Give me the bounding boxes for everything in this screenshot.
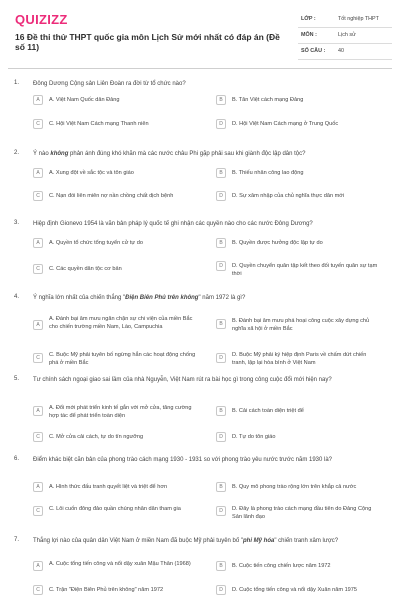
option-text: A. Cuộc tổng tiến công và nổi dậy xuân Mậu Thân (1968) bbox=[49, 561, 191, 567]
option-letter: A bbox=[33, 320, 43, 330]
header-divider bbox=[8, 68, 392, 69]
option-text: D. Đây là phong trào cách mạng đầu tiên do Đảng Cộng Sản lãnh đạo bbox=[232, 506, 372, 520]
option-letter: D bbox=[216, 191, 226, 201]
option-text: C. Các quyền dân tộc cơ bản bbox=[49, 266, 122, 272]
option-letter: A bbox=[33, 238, 43, 248]
question-text bbox=[33, 150, 388, 158]
question-text-emphasis: phi Mỹ hóa bbox=[243, 538, 275, 544]
question-text-before: Ý nghĩa lớn nhất của chiến thắng " bbox=[33, 295, 126, 301]
question-text-after: " năm 1972 là gì? bbox=[198, 295, 246, 301]
question-text-after: " chiến tranh xâm lược? bbox=[274, 538, 339, 544]
question-text: Điểm khác biệt căn bản của phong trào cách mạng 1930 - 1931 so với phong trào yêu nước trước năm 1930 là? bbox=[33, 457, 333, 463]
option-text: A. Việt Nam Quốc dân Đảng bbox=[49, 97, 120, 103]
option-text: D. Buộc Mỹ phải ký hiệp định Paris về chấm dứt chiến tranh, lập lại hòa bình ở Việt Nam bbox=[232, 352, 367, 366]
option-letter: D bbox=[216, 506, 226, 516]
option-letter: A bbox=[33, 95, 43, 105]
worksheet-header bbox=[0, 0, 400, 70]
option-letter: B bbox=[216, 561, 226, 571]
option-text: A. Xung đột về sắc tộc và tôn giáo bbox=[49, 170, 134, 176]
option-text: B. Tân Việt cách mạng Đảng bbox=[232, 97, 304, 103]
option-text: D. Cuộc tổng tiến công và nổi dậy Xuân năm 1975 bbox=[232, 587, 358, 593]
question-number: 7. bbox=[14, 537, 20, 543]
option-letter: A bbox=[33, 561, 43, 571]
option-letter: B bbox=[216, 406, 226, 416]
option-text: A. Đổi mới phát triển kinh tế gắn với mở cửa, tăng cường hợp tác để phát triển toàn diện bbox=[49, 405, 192, 419]
meta-row-count bbox=[298, 44, 392, 60]
question-text-emphasis: không bbox=[50, 151, 69, 157]
option-text: C. Buộc Mỹ phải tuyên bố ngừng hẳn các hoạt động chống phá ở miền Bắc bbox=[49, 352, 196, 366]
question-number: 5. bbox=[14, 376, 20, 382]
option-text: D. Quyền chuyển quân tập kết theo đối tuyến quân sự tạm thời bbox=[232, 263, 378, 277]
option-text: A. Đánh bại âm mưu ngăn chặn sự chi viện của miền Bắc cho chiến trường miền Nam, Lào, Campuchia bbox=[49, 316, 193, 330]
option-text: C. Hội Việt Nam Cách mạng Thanh niên bbox=[49, 121, 149, 127]
option-letter: D bbox=[216, 353, 226, 363]
option-text: A. Hình thức đấu tranh quyết liệt và triệt để hơn bbox=[49, 484, 168, 490]
question-text: Đông Dương Cộng sản Liên Đoàn ra đời từ tổ chức nào? bbox=[33, 81, 186, 87]
meta-key: MÔN : bbox=[301, 32, 317, 38]
option-text: B. Đánh bại âm mưu phá hoại công cuộc xây dựng chủ nghĩa xã hội ở miền Bắc bbox=[232, 318, 370, 332]
option-letter: C bbox=[33, 191, 43, 201]
option-letter: D bbox=[216, 432, 226, 442]
option-text: D. Hội Việt Nam Cách mạng ở Trung Quốc bbox=[232, 121, 339, 127]
option-letter: C bbox=[33, 264, 43, 274]
meta-row-class bbox=[298, 12, 392, 28]
question-number: 3. bbox=[14, 220, 20, 226]
question-number: 2. bbox=[14, 150, 20, 156]
option-text: C. Lôi cuốn đông đảo quần chúng nhân dân tham gia bbox=[49, 506, 181, 512]
question-number: 6. bbox=[14, 456, 20, 462]
option-letter: A bbox=[33, 168, 43, 178]
option-letter: C bbox=[33, 506, 43, 516]
question-number: 1. bbox=[14, 80, 20, 86]
option-text: B. Quy mô phong trào rộng lớn trên khắp cả nước bbox=[232, 484, 357, 490]
option-letter: B bbox=[216, 95, 226, 105]
option-text: C. Nạn đói liên miên nợ nần chồng chất dịch bệnh bbox=[49, 193, 174, 199]
option-letter: B bbox=[216, 319, 226, 329]
option-letter: D bbox=[216, 261, 226, 271]
option-text: D. Sự xâm nhập của chủ nghĩa thực dân mới bbox=[232, 193, 345, 199]
option-letter: B bbox=[216, 238, 226, 248]
question-text-emphasis: Điện Biên Phủ trên không bbox=[125, 295, 199, 301]
meta-table bbox=[298, 12, 392, 60]
page-title: 16 Đề thi thử THPT quốc gia môn Lịch Sử mới nhất có đáp án (Đề số 11) bbox=[15, 32, 280, 52]
option-letter: A bbox=[33, 406, 43, 416]
meta-value: Tốt nghiệp THPT bbox=[338, 16, 379, 22]
option-text: C. Trận "Điện Biên Phủ trên không" năm 1972 bbox=[49, 587, 164, 593]
option-letter: C bbox=[33, 432, 43, 442]
option-letter: C bbox=[33, 119, 43, 129]
question-text: Tư chính sách ngoại giao sai lầm của nhà Nguyễn, Việt Nam rút ra bài học gì trong công cuộc đổi mới hiện nay? bbox=[33, 377, 332, 383]
option-text: B. Cải cách toàn diện triệt để bbox=[232, 408, 304, 414]
option-letter: A bbox=[33, 482, 43, 492]
option-letter: B bbox=[216, 168, 226, 178]
question-text bbox=[33, 537, 388, 545]
meta-key: LỚP : bbox=[301, 16, 316, 22]
option-text: C. Mở cửa cải cách, tự do tín ngưỡng bbox=[49, 434, 144, 440]
option-letter: C bbox=[33, 353, 43, 363]
option-text: A. Quyền tổ chức tổng tuyển cử tự do bbox=[49, 240, 143, 246]
quizizz-logo: QUIZIZZ bbox=[15, 12, 68, 27]
meta-key: SỐ CÂU : bbox=[301, 48, 326, 54]
option-text: D. Tự do tôn giáo bbox=[232, 434, 276, 440]
option-text: B. Quyền được hưởng độc lập tự do bbox=[232, 240, 323, 246]
option-letter: D bbox=[216, 585, 226, 595]
question-text-after: phản ánh đúng khó khăn mà các nước châu Phi gặp phải sau khi giành độc lập dân tộc? bbox=[68, 151, 306, 157]
question-text-before: Ý nào bbox=[33, 151, 51, 157]
meta-value: 40 bbox=[338, 48, 344, 54]
option-letter: C bbox=[33, 585, 43, 595]
question-text: Hiệp định Gionevo 1954 là văn bản pháp lý quốc tế ghi nhận các quyền nào cho các nước Đông Dương? bbox=[33, 221, 313, 227]
option-text: B. Thiếu nhân công lao động bbox=[232, 170, 304, 176]
option-letter: D bbox=[216, 119, 226, 129]
option-text: B. Cuộc tiến công chiến lược năm 1972 bbox=[232, 563, 331, 569]
question-text-before: Thắng lợi nào của quân dân Việt Nam ở miền Nam đã buộc Mỹ phải tuyên bố " bbox=[33, 538, 244, 544]
option-letter: B bbox=[216, 482, 226, 492]
question-text bbox=[33, 294, 388, 302]
meta-row-subject bbox=[298, 28, 392, 44]
meta-value: Lịch sử bbox=[338, 32, 356, 38]
question-number: 4. bbox=[14, 294, 20, 300]
